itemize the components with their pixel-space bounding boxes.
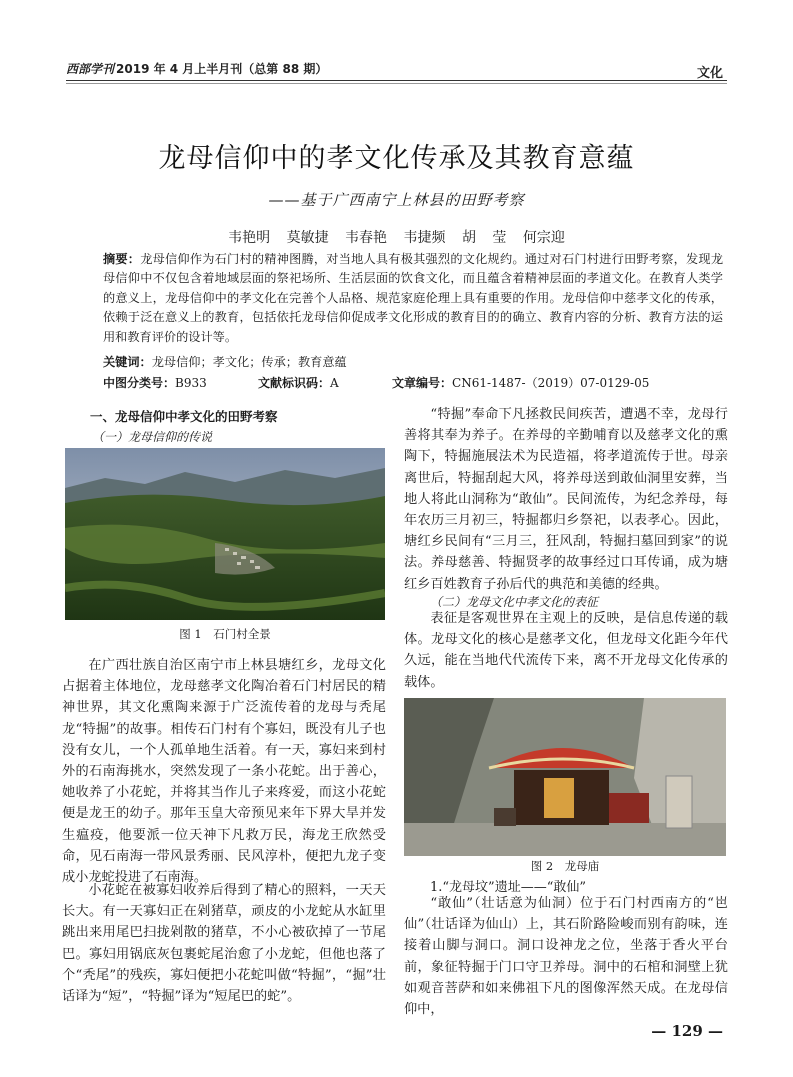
- subsection-heading: 1.“龙母坟”遗址——“敢仙”: [430, 880, 586, 895]
- paragraph: 在广西壮族自治区南宁市上林县塘红乡，龙母文化占据着主体地位，龙母慈孝文化陶冶着石门村居民的精神世界，其文化熏陶来源于广泛流传着的龙母与秃尾龙“特掘”的故事。相传石门村有个寡妇，既没有儿子也没有女儿，一个人孤单地生活着。有一天，寡妇来到村外的石南海挑水，突然发现了一条小花蛇。出于善心，她收养了小花蛇，并将其当作儿子来疼爱，而这小花蛇便是龙王的幼子。那年玉皇大帝预见来年下界大旱并发生瘟疫，他要派一位天神下凡救万民，海龙王欣然受命，见石南海一带风景秀丽、民风淳朴，便把九龙子变成小龙蛇投进了石南海。: [62, 658, 386, 886]
- author-list: 韦艳明 莫敏捷 韦春艳 韦捷频 胡 莹 何宗迎: [228, 230, 565, 246]
- journal-header: [66, 60, 327, 77]
- doc-id: [258, 374, 339, 391]
- figure-village-panorama: [65, 448, 385, 620]
- paragraph: 小花蛇在被寡妇收养后得到了精心的照料，一天天长大。有一天寡妇正在剁猪草，顽皮的小龙蛇从水缸里跳出来用尾巴扫拢剁散的猪草，不小心被砍掉了一节尾巴。寡妇用锅底灰包裹蛇尾治愈了小龙蛇，但他也落了个“秃尾”的残疾，寡妇便把小花蛇叫做“特掘”，“掘”壮话译为“短”，“特掘”译为“短尾巴的蛇”。: [62, 883, 386, 1005]
- paragraph: “特掘”奉命下凡拯救民间疾苦，遭遇不幸，龙母行善将其奉为养子。在养母的辛勤哺育以及慈孝文化的熏陶下，特掘施展法术为民造福，将孝道流传于世。母亲离世后，特掘刮起大风，将养母送到敢仙洞里安葬，当地人将此山洞称为“敢仙”。民间流传，为纪念养母，每年农历三月初三，特掘都归乡祭祀，以表孝心。因此，塘红乡民间有“三月三，狂风刮，特掘扫墓回到家”的说法。养母慈善、特掘贤孝的故事经过口耳传诵，成为塘红乡百姓教育子孙后代的典范和美德的经典。: [404, 407, 728, 592]
- classification-label: 中图分类号：: [103, 376, 176, 390]
- keywords: [103, 353, 347, 370]
- paragraph: “敢仙”（壮话意为仙洞）位于石门村西南方的“岜仙”（壮话译为仙山）上，其石阶路险峻而别有韵味，连接着山脚与洞口。洞口设神龙之位，坐落于香火平台前，象征特掘于门口守卫养母。洞中的石棺和洞壁上犹如观音菩萨和如来佛祖下凡的图像浑然天成。在龙母信仰中，: [404, 896, 728, 1018]
- classification-value: B933: [175, 376, 207, 390]
- section-heading: 一、龙母信仰中孝文化的田野考察: [90, 409, 278, 424]
- subsection-heading: （二）龙母文化中孝文化的表征: [430, 595, 599, 609]
- article-title: 龙母信仰中的孝文化传承及其教育意蕴: [158, 143, 635, 174]
- classification: [103, 374, 207, 391]
- header-rule-thin: [66, 83, 727, 84]
- temple-photo: [404, 698, 726, 856]
- article-number-label: 文章编号：: [392, 376, 453, 390]
- figure-dragon-mother-temple: [404, 698, 726, 856]
- subsection-heading: （一）龙母信仰的传说: [92, 430, 213, 444]
- abstract-text: 龙母信仰作为石门村的精神图腾，对当地人具有极其强烈的文化规约。通过对石门村进行田野考察，发现龙母信仰中不仅包含着地域层面的祭祀场所、生活层面的饮食文化，而且蕴含着精神层面的孝道文化。在教育人类学的意义上，龙母信仰中的孝文化在完善个人品格、规范家庭伦理上具有重要的作用。龙母信仰中慈孝文化的传承，依赖于泛在意义上的教育，包括依托龙母信仰促成孝文化形成的教育目的的确立、教育内容的分析、教育方法的运用和教育评价的设计等。: [103, 252, 724, 344]
- abstract-label: 摘要：: [103, 252, 141, 266]
- figure-2-caption: 图 2 龙母庙: [530, 859, 600, 873]
- article-subtitle: ——基于广西南宁上林县的田野考察: [268, 191, 525, 209]
- village-photo: [65, 448, 385, 620]
- keywords-text: 龙母信仰；孝文化；传承；教育意蕴: [151, 355, 347, 369]
- header-rule: [66, 80, 727, 81]
- section-label: 文化: [696, 66, 723, 81]
- article-number: [392, 374, 649, 391]
- doc-id-label: 文献标识码：: [258, 376, 331, 390]
- journal-name: 西部学刊: [66, 62, 115, 76]
- article-number-value: CN61-1487-（2019）07-0129-05: [452, 376, 650, 390]
- paragraph: 表征是客观世界在主观上的反映，是信息传递的载体。龙母文化的核心是慈孝文化，但龙母文化距今年代久远，能在当地代代流传下来，离不开龙母文化传承的载体。: [404, 611, 728, 690]
- doc-id-value: A: [330, 376, 339, 390]
- figure-1-caption: 图 1 石门村全景: [179, 627, 271, 641]
- keywords-label: 关键词：: [103, 355, 152, 369]
- issue-info: 2019 年 4 月上半月刊（总第 88 期）: [116, 62, 328, 76]
- page-number: — 129 —: [651, 1022, 723, 1040]
- abstract: [103, 250, 723, 347]
